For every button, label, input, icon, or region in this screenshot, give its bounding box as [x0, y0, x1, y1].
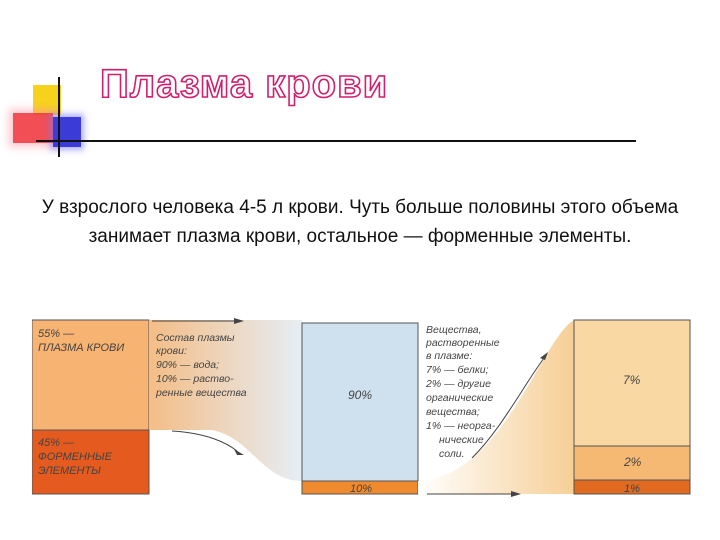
decor-vertical-line — [58, 77, 60, 157]
decor-yellow-square — [33, 85, 61, 115]
water-box — [302, 323, 418, 481]
solutes-percent-label: 10% — [350, 483, 373, 495]
blood-composition-diagram — [32, 318, 694, 500]
decor-red-square — [13, 113, 53, 143]
proteins-percent-label: 7% — [623, 373, 641, 387]
intro-text: У взрослого человека 4-5 л крови. Чуть больше половины этого объема занимает плазма крови, остальное — форменные элементы. — [41, 197, 679, 247]
formed-elements-label: 45% — ФОРМЕННЫЕ ЭЛЕМЕНТЫ — [38, 437, 112, 477]
plasma-label: 55% — ПЛАЗМА КРОВИ — [38, 328, 125, 354]
dissolved-substances-label: Вещества, растворенные в плазме: 7% — белки; 2% — другие органические вещества; 1% — неорга- нические соли. — [426, 324, 500, 460]
water-percent-label: 90% — [348, 388, 373, 402]
decor-horizontal-line — [36, 140, 636, 142]
inorganic-percent-label: 1% — [624, 483, 640, 495]
organic-percent-label: 2% — [624, 455, 642, 469]
page-title: Плазма крови — [100, 62, 389, 106]
plasma-composition-label: Состав плазмы крови: 90% — вода; 10% — раство- ренные вещества — [156, 332, 247, 399]
